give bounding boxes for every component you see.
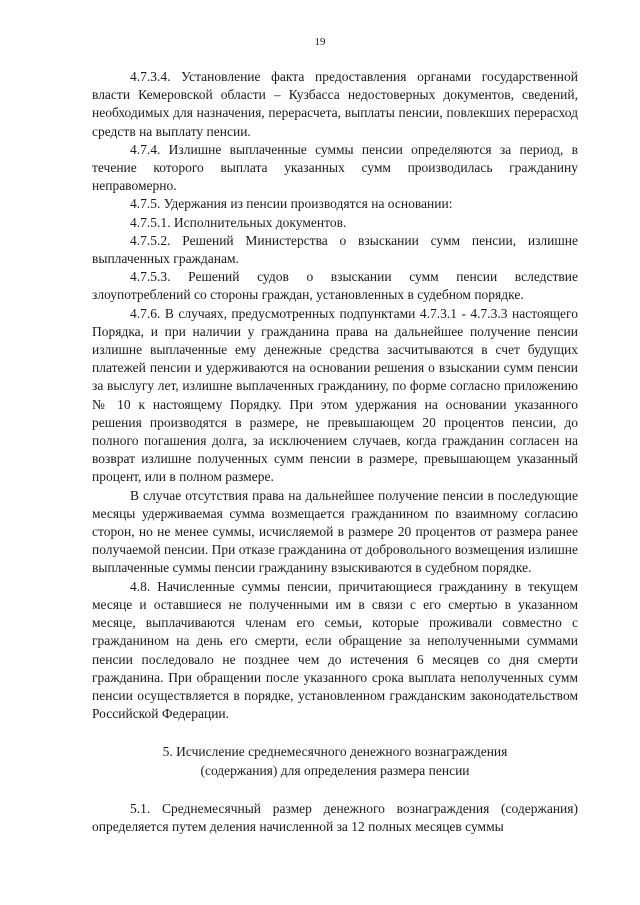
paragraph-4-7-3-4: 4.7.3.4. Установление факта предоставления органами государственной власти Кемеровской области – Кузбасса недостоверных документов, сведений, необходимых для назначения, перерасчета, выплаты пенсии, повлекших перерасход средств на выплату пенсии. — [92, 69, 578, 139]
paragraph-4-7-5-2: 4.7.5.2. Решений Министерства о взыскании сумм пенсии, излишне выплаченных гражданам. — [92, 232, 578, 267]
paragraph-4-7-5-1: 4.7.5.1. Исполнительных документов. — [130, 214, 347, 230]
paragraph-4-7-5-3: 4.7.5.3. Решений судов о взыскании сумм пенсии вследствие злоупотреблений со стороны граждан, установленных в судебном порядке. — [92, 269, 578, 303]
paragraph-4-8: 4.8. Начисленные суммы пенсии, причитающиеся гражданину в текущем месяце и оставшиеся не полученными им в связи с его смертью в указанном месяце, выплачиваются членам его семьи, которые проживали совместно с гражданином на день его смерти, если обращение за неполученными суммами пенсии последовало не позднее чем до истечения 6 месяцев со дня смерти гражданина. При обращении после указанного срока выплата неполученных сумм пенсии осуществляется в порядке, установленном гражданским законодательством Российской Федерации. — [92, 578, 578, 722]
paragraph-5-1: 5.1. Среднемесячный размер денежного вознаграждения (содержания) определяется путем деления начисленной за 12 полных месяцев суммы — [92, 800, 578, 834]
paragraph-no-further-right: В случае отсутствия права на дальнейшее получение пенсии в последующие месяцы удерживаемая сумма возмещается гражданином по взаимному согласию сторон, но не менее суммы, исчисляемой в размере 20 процентов от размера ранее получаемой пенсии. При отказе гражданина от добровольного возмещения излишне выплаченные суммы пенсии гражданину взыскиваются в судебном порядке. — [92, 487, 578, 576]
paragraph-4-7-6: 4.7.6. В случаях, предусмотренных подпунктами 4.7.3.1 - 4.7.3.3 настоящего Порядка, и при наличии у гражданина права на дальнейшее получение пенсии излишне выплаченные ему денежные средства засчитываются в счет будущих платежей пенсии и удерживаются на основании решения о взыскании сумм пенсии за выслугу лет, излишне выплаченных гражданину, по форме согласно приложению № 10 к настоящему Порядку. При этом удержания на основании указанного решения производятся в размере, не превышающем 20 процентов пенсии, до полного погашения долга, за исключением случаев, когда гражданин согласен на возврат излишне полученных сумм пенсии в размере, превышающем указанный процент, или в полном размере. — [92, 305, 578, 485]
document-body — [92, 68, 578, 836]
paragraph-4-7-4: 4.7.4. Излишне выплаченные суммы пенсии определяются за период, в течение которого выплата указанных сумм производилась гражданину неправомерно. — [92, 141, 578, 194]
section-5-heading-line-1: 5. Исчисление среднемесячного денежного вознаграждения — [162, 744, 508, 760]
section-5-heading-line-2: (содержания) для определения размера пенсии — [200, 762, 470, 778]
page-number: 19 — [314, 36, 326, 48]
section-5-heading — [92, 743, 578, 779]
paragraph-4-7-5: 4.7.5. Удержания из пенсии производятся на основании: — [130, 196, 453, 212]
